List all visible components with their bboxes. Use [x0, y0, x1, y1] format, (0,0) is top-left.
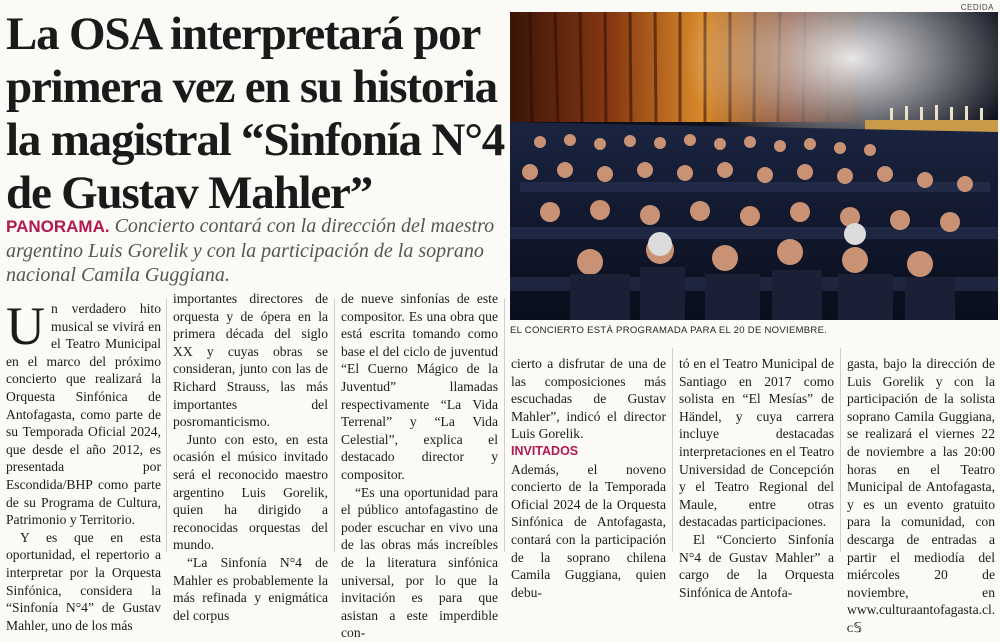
body-column-6	[847, 355, 995, 637]
paragraph-text: gasta, bajo la dirección de Luis Gorelik y con la participación de la solista soprano Camila Guggiana, se realizará el viernes 22 de noviembre a las 20:00 horas en el Teatro Municipal de Antofagasta, y es un evento gratuito para la comunidad, con descarga de entradas a partir el mediodía del miércoles 20 de noviembre, en www.culturaantofagasta.cl.	[847, 356, 996, 618]
headline-line-2: primera vez en su historia	[6, 61, 497, 113]
column-divider	[672, 348, 673, 552]
body-paragraph	[6, 296, 161, 529]
section-subhead: INVITADOS	[511, 443, 579, 458]
body-paragraph: importantes directores de orquesta y de ópera en la primera década del siglo XX y cuyas obras se consideran, junto con las de Richard Strauss, las más importantes del posromanticismo.	[173, 291, 328, 430]
body-paragraph: cierto a disfrutar de una de las composiciones más escuchadas de Gustav Mahler”, indicó el director Luis Gorelik.	[511, 356, 666, 442]
body-paragraph: tó en el Teatro Municipal de Santiago en 2017 como solista en “El Mesías” de Händel, y cuya carrera incluye destacadas interpretaciones en el Teatro Universidad de Concepción y el Teatro Regional del Maule, entre otras destacadas participaciones.	[679, 356, 834, 530]
body-paragraph	[847, 355, 995, 637]
column-divider	[504, 298, 505, 552]
body-column-4	[511, 355, 666, 601]
body-paragraph: de nueve sinfonías de este compositor. Es una obra que está escrita tomando como base el del ciclo de juventud “El Cuerno Mágico de la Juventud” llamadas respectivamente “La Vida Terrenal” y “La Vida Celestial”, explica el destacado director y compositor.	[341, 291, 498, 482]
body-paragraph: El “Concierto Sinfonía N°4 de Gustav Mahler” a cargo de la Orquesta Sinfónica de Antofa-	[679, 531, 834, 600]
body-paragraph: “Es una oportunidad para el público antofagastino de poder escuchar en vivo una de las obras más increíbles de la literatura sinfónica universal, por lo que la invitación es para que asistan a este imperdible con-	[341, 484, 498, 641]
article-headline	[6, 8, 505, 220]
body-paragraph: Además, el noveno concierto de la Temporada Oficial 2024 de la Orquesta Sinfónica de Antofagasta, contará con la participación de la soprano chilena Camila Guggiana, quien debu-	[511, 461, 666, 600]
article-lead	[6, 214, 501, 287]
headline-line-1: La OSA interpretará por	[6, 8, 481, 60]
body-paragraph: “La Sinfonía N°4 de Mahler es probablemente la más refinada y enigmática del corpus	[173, 554, 328, 623]
column-divider	[840, 348, 841, 552]
body-column-5	[679, 355, 834, 601]
lead-text: Concierto contará con la dirección del maestro argentino Luis Gorelik y con la participación de la soprano nacional Camila Guggiana.	[6, 215, 495, 286]
photo-caption: EL CONCIERTO ESTÁ PROGRAMADA PARA EL 20 DE NOVIEMBRE.	[510, 325, 828, 336]
concert-photo	[510, 12, 998, 320]
paragraph-text: n verdadero hito musical se vivirá en el Teatro Municipal en el marco del próximo concierto que realizará la Orquesta Sinfónica de Antofagasta, como parte de su Temporada Oficial 2024, que desde el año 2012, es presentada por Escondida/BHP como parte de su Programa de Cultura, Patrimonio y Territorio.	[6, 301, 161, 528]
lead-kicker: PANORAMA.	[6, 217, 110, 236]
body-column-2	[173, 290, 328, 624]
headline-line-3: la magistral “Sinfonía N°4	[6, 114, 505, 166]
end-mark-icon: ᴄ𝕊	[847, 619, 863, 635]
photo-credit: CEDIDA	[960, 3, 994, 12]
body-column-1	[6, 296, 161, 634]
drop-cap: U	[6, 296, 45, 356]
column-divider	[334, 298, 335, 552]
body-paragraph: Junto con esto, en esta ocasión el músico invitado será el reconocido maestro argentino Luis Gorelik, quien ha dirigido a reconocidas orquestas del mundo.	[173, 431, 328, 553]
column-divider	[166, 298, 167, 552]
body-column-3	[341, 290, 498, 642]
body-paragraph: Y es que en esta oportunidad, el repertorio a interpretar por la Orquesta Sinfónica, considera la “Sinfonía N°4” de Gustav Mahler, uno de los más	[6, 529, 161, 633]
headline-line-4: de Gustav Mahler”	[6, 167, 373, 219]
